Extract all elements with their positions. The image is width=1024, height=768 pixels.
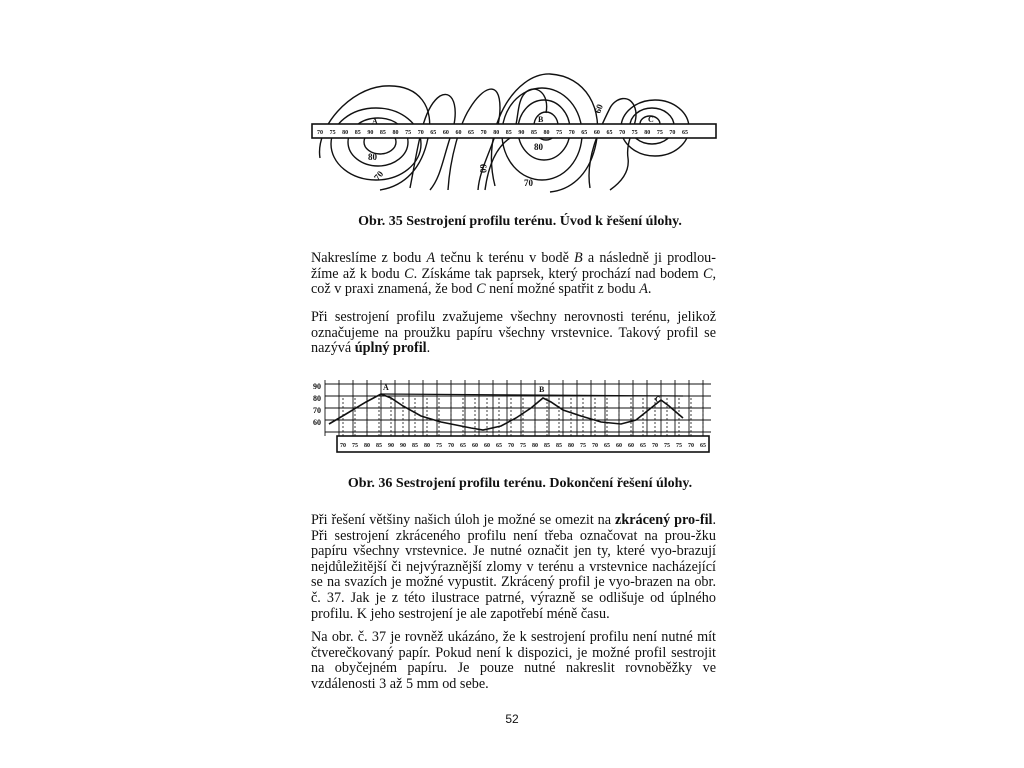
strip-label: 65 bbox=[581, 130, 588, 136]
strip-label: 60 bbox=[455, 130, 462, 136]
text-run: A bbox=[426, 250, 436, 266]
strip-label: 75 bbox=[664, 443, 670, 449]
paragraph-3 bbox=[311, 513, 716, 622]
strip-label: 65 bbox=[682, 130, 688, 136]
strip-label: 80 bbox=[493, 130, 500, 136]
strip-label: 85 bbox=[354, 130, 361, 136]
strip-label: 70 bbox=[688, 443, 694, 449]
strip-label: 60 bbox=[616, 443, 622, 449]
strip-label: 90 bbox=[388, 443, 394, 449]
strip-label: 70 bbox=[448, 443, 454, 449]
strip-label: 80 bbox=[392, 130, 399, 136]
strip-label: 80 bbox=[424, 443, 430, 449]
strip-label: 85 bbox=[376, 443, 382, 449]
text-run: . bbox=[426, 340, 431, 357]
strip-label: 60 bbox=[472, 443, 478, 449]
strip-label: 70 bbox=[619, 130, 626, 136]
strip-label: 80 bbox=[644, 130, 651, 136]
text-run: Nakreslíme z bodu bbox=[311, 250, 427, 266]
paragraph-1 bbox=[311, 251, 716, 298]
strip-label: 75 bbox=[580, 443, 586, 449]
strip-label: 85 bbox=[530, 130, 537, 136]
strip-label: 65 bbox=[604, 443, 610, 449]
strip-label: 65 bbox=[430, 130, 437, 136]
strip-label: 65 bbox=[460, 443, 466, 449]
strip-label: 80 bbox=[532, 443, 538, 449]
strip-label: 85 bbox=[544, 443, 550, 449]
y-axis-label: 90 bbox=[313, 382, 321, 391]
profile-line bbox=[329, 394, 683, 430]
y-axis-label: 80 bbox=[313, 394, 321, 403]
strip-label: 80 bbox=[543, 130, 550, 136]
strip-label: 80 bbox=[364, 443, 370, 449]
strip-label: 70 bbox=[592, 443, 598, 449]
strip-label: 85 bbox=[556, 443, 562, 449]
strip-label: 70 bbox=[480, 130, 487, 136]
strip-label: 70 bbox=[669, 130, 676, 136]
strip-label: 65 bbox=[606, 130, 613, 136]
strip-label: 70 bbox=[317, 130, 323, 136]
strip-label: 60 bbox=[442, 130, 449, 136]
point-label: A bbox=[383, 383, 389, 392]
y-axis-label: 70 bbox=[313, 406, 321, 415]
strip-label: 75 bbox=[520, 443, 526, 449]
point-label: C bbox=[655, 395, 661, 404]
paragraph-2 bbox=[311, 310, 716, 357]
strip-label: 75 bbox=[352, 443, 358, 449]
text-run: A bbox=[639, 281, 648, 298]
strip-label: 75 bbox=[405, 130, 412, 136]
strip-label: 65 bbox=[700, 443, 706, 449]
strip-label: 90 bbox=[518, 130, 525, 136]
text-run: a následně ji prodlou-žíme až k bodu bbox=[311, 250, 716, 282]
page-number: 52 bbox=[505, 712, 519, 726]
strip-label: 65 bbox=[496, 443, 502, 449]
strip-label: 65 bbox=[468, 130, 475, 136]
contour-label: 80 bbox=[368, 152, 377, 162]
text-run: C bbox=[404, 265, 414, 282]
text-run: , což v praxi znamená, že bod bbox=[311, 265, 716, 298]
text-run: není možné spatřit z bodu bbox=[485, 281, 640, 298]
strip-label: 75 bbox=[556, 130, 563, 136]
strip-label: 75 bbox=[656, 130, 663, 136]
strip-label: 60 bbox=[593, 130, 600, 136]
strip-label: 70 bbox=[340, 443, 346, 449]
text-run: C bbox=[702, 265, 713, 282]
strip-label: 75 bbox=[676, 443, 682, 449]
bold-term: úplný profil bbox=[354, 340, 427, 357]
y-axis-label: 60 bbox=[313, 418, 321, 427]
paragraph-4: Na obr. č. 37 je rovněž ukázáno, že k sestrojení profilu není nutné mít čtverečkovaný papír. Pokud není k dispozici, je možné profil sestrojit na obyčejném papíru. Je pouze nutné nakreslit rovnoběžky ve vzdálenosti 3 až 5 mm od sebe. bbox=[311, 629, 716, 692]
text-run: Při sestrojení profilu zvažujeme všechny nerovnosti terénu, jelikož označujeme na proužku papíru všechny vrstevnice. Takový profil se nazývá bbox=[311, 309, 716, 357]
text-run: B bbox=[574, 250, 583, 266]
contour-label: 60 bbox=[478, 164, 488, 173]
point-label: B bbox=[538, 115, 544, 124]
strip-label: 70 bbox=[652, 443, 658, 449]
text-run: . bbox=[647, 281, 652, 298]
bold-term: zkrácený pro-fil bbox=[615, 512, 713, 528]
contour-label: 80 bbox=[534, 142, 543, 152]
strip-label: 65 bbox=[640, 443, 646, 449]
strip-label: 60 bbox=[628, 443, 634, 449]
strip-label: 60 bbox=[484, 443, 490, 449]
figure-36-caption: Obr. 36 Sestrojení profilu terénu. Dokončení řešení úlohy. bbox=[347, 476, 693, 491]
strip-label: 70 bbox=[568, 130, 575, 136]
strip-label: 85 bbox=[412, 443, 418, 449]
strip-label: 75 bbox=[436, 443, 442, 449]
contour-label: 70 bbox=[371, 168, 386, 183]
figure-36-profile bbox=[311, 378, 713, 454]
text-run: C bbox=[476, 281, 486, 298]
strip-label: 90 bbox=[400, 443, 406, 449]
strip-label: 75 bbox=[329, 130, 336, 136]
strip-label: 90 bbox=[367, 130, 374, 136]
point-label: B bbox=[539, 385, 545, 394]
figure-35-contour-map bbox=[310, 68, 720, 196]
contour-label: 60 bbox=[592, 102, 605, 115]
strip-label: 85 bbox=[379, 130, 386, 136]
text-run: Při řešení většiny našich úloh je možné se omezit na bbox=[311, 512, 616, 528]
strip-label: 70 bbox=[417, 130, 424, 136]
strip-label: 80 bbox=[342, 130, 349, 136]
point-label: A bbox=[372, 117, 378, 126]
strip-label: 70 bbox=[508, 443, 514, 449]
figure-35-caption: Obr. 35 Sestrojení profilu terénu. Úvod k řešení úlohy. bbox=[358, 214, 682, 229]
text-run: . Získáme tak paprsek, který prochází nad bodem bbox=[413, 265, 703, 282]
strip-label: 85 bbox=[505, 130, 512, 136]
strip-label: 75 bbox=[631, 130, 638, 136]
strip-label: 80 bbox=[568, 443, 574, 449]
text-run: tečnu k terénu v bodě bbox=[435, 250, 575, 266]
contour-label: 70 bbox=[524, 178, 533, 188]
point-label: C bbox=[648, 115, 654, 124]
text-run: . Při sestrojení zkráceného profilu není třeba označovat na prou-žku papíru všechny vrstevnice. Je nutné označit jen ty, které vyo-brazují nejdůležitější či nejvýraznější zlomy v terénu a vrstevnice nacházející se na svazích je možné vypustit. Zkrácený profil je vyo-brazen na obr. č. 37. Jak je z této ilustrace patrné, výrazně se odlišuje od úplného profilu. K jeho sestrojení je ale zapotřebí méně času. bbox=[311, 512, 717, 622]
